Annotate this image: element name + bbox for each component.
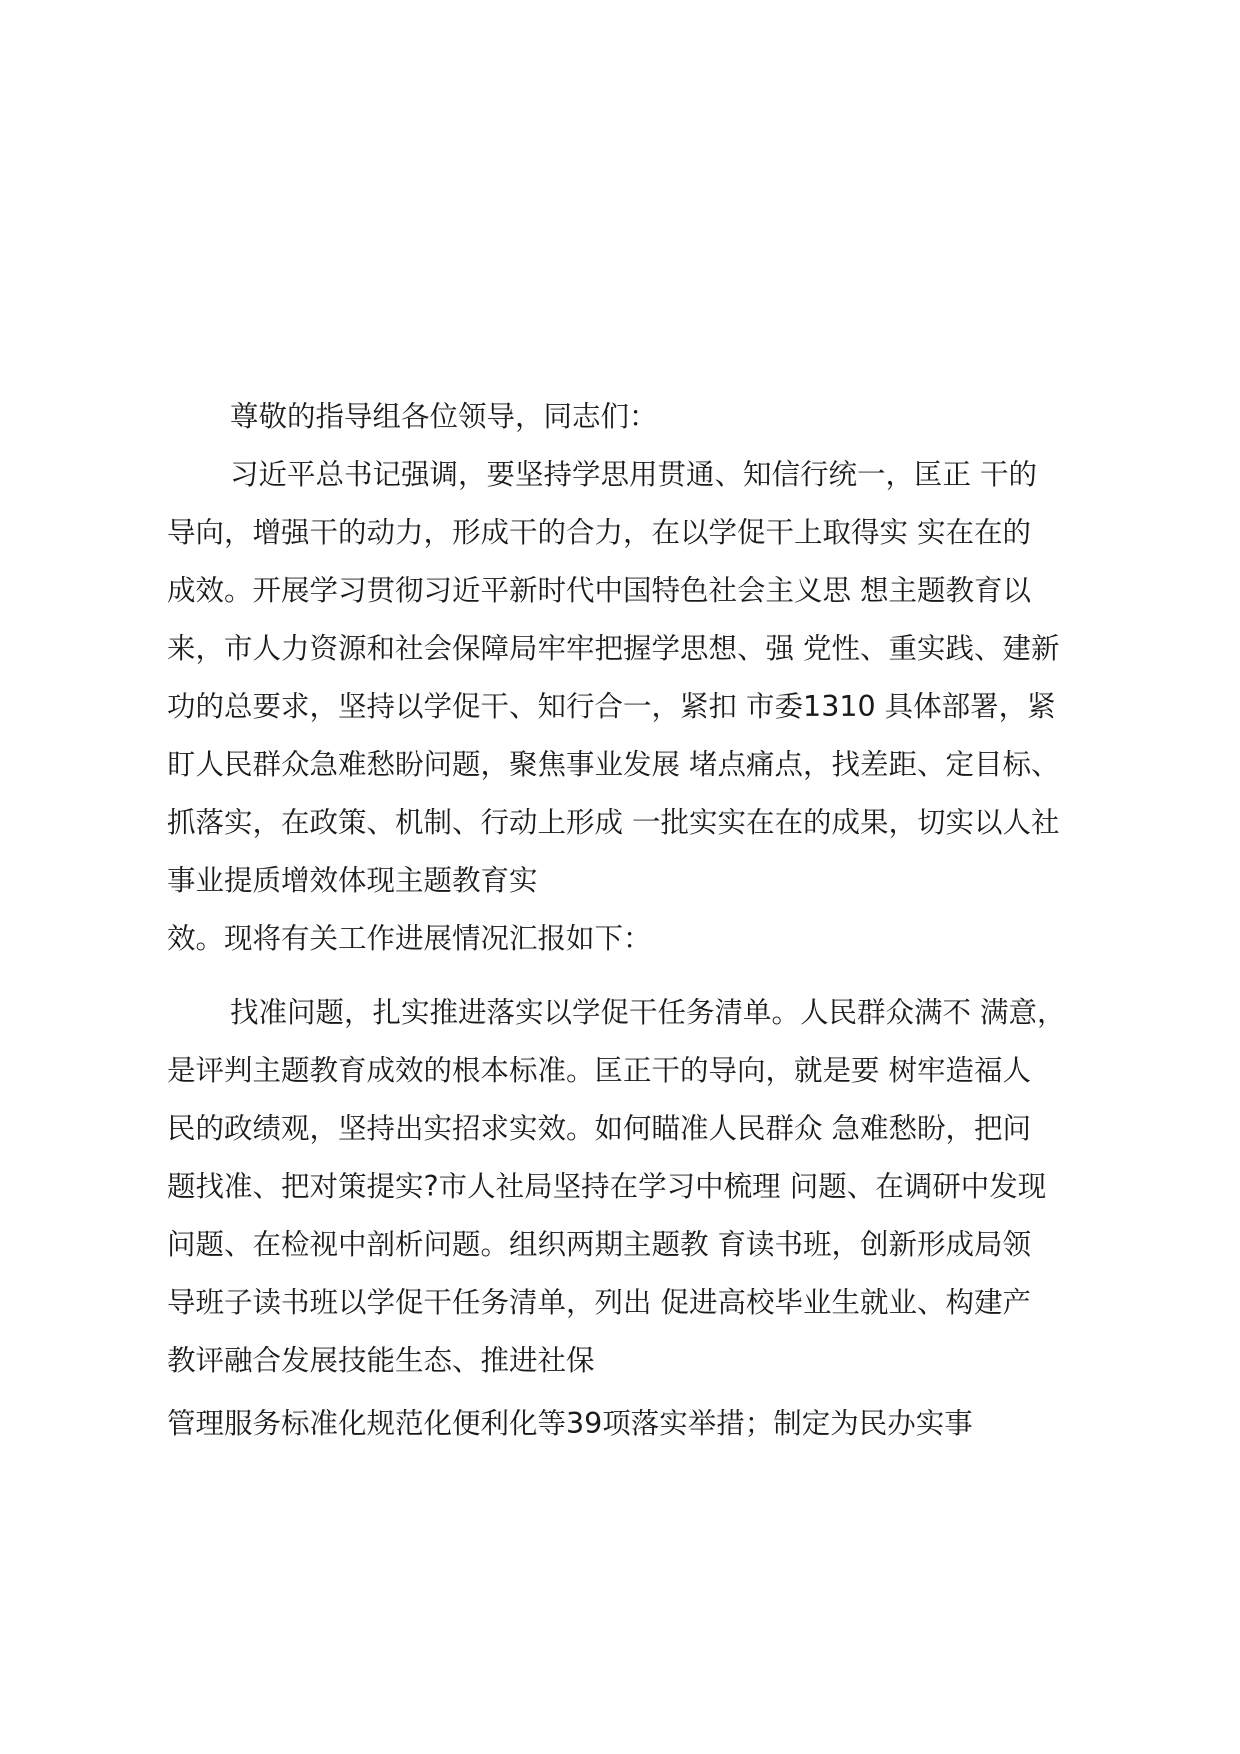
paragraph-2-line-5: 问题、在检视中剖析问题。组织两期主题教 育读书班，创新形成局领 xyxy=(167,1228,1032,1261)
salutation-line: 尊敬的指导组各位领导，同志们： xyxy=(230,400,658,433)
paragraph-2-line-6: 导班子读书班以学促干任务清单，列出 促进高校毕业生就业、构建产 xyxy=(167,1286,1032,1319)
paragraph-1-line-5: 功的总要求，坚持以学促干、知行合一，紧扣 市委1310 具体部署，紧 xyxy=(167,690,1056,723)
paragraph-1-line-3: 成效。开展学习贯彻习近平新时代中国特色社会主义思 想主题教育以 xyxy=(167,574,1032,607)
paragraph-2-line-8: 管理服务标准化规范化便利化等39项落实举措；制定为民办实事 xyxy=(167,1407,973,1440)
paragraph-1-line-4: 来，市人力资源和社会保障局牢牢把握学思想、强 党性、重实践、建新 xyxy=(167,632,1060,665)
paragraph-1-line-1: 习近平总书记强调，要坚持学思用贯通、知信行统一，匡正 干的 xyxy=(230,458,1038,491)
paragraph-1-line-2: 导向，增强干的动力，形成干的合力，在以学促干上取得实 实在在的 xyxy=(167,516,1032,549)
paragraph-2-line-3: 民的政绩观，坚持出实招求实效。如何瞄准人民群众 急难愁盼，把问 xyxy=(167,1112,1032,1145)
paragraph-2-line-1: 找准问题，扎实推进落实以学促干任务清单。人民群众满不 满意， xyxy=(230,996,1066,1029)
paragraph-1-line-7: 抓落实，在政策、机制、行动上形成 一批实实在在的成果，切实以人社 xyxy=(167,806,1060,839)
paragraph-2-line-2: 是评判主题教育成效的根本标准。匡正干的导向，就是要 树牢造福人 xyxy=(167,1054,1032,1087)
paragraph-1-line-9: 效。现将有关工作进展情况汇报如下： xyxy=(167,922,652,955)
paragraph-2-line-7: 教评融合发展技能生态、推进社保 xyxy=(167,1344,595,1377)
paragraph-2-line-4: 题找准、把对策提实?市人社局坚持在学习中梳理 问题、在调研中发现 xyxy=(167,1170,1047,1203)
paragraph-1-line-8: 事业提质增效体现主题教育实 xyxy=(167,864,538,897)
paragraph-1-line-6: 盯人民群众急难愁盼问题，聚焦事业发展 堵点痛点，找差距、定目标、 xyxy=(167,748,1060,781)
